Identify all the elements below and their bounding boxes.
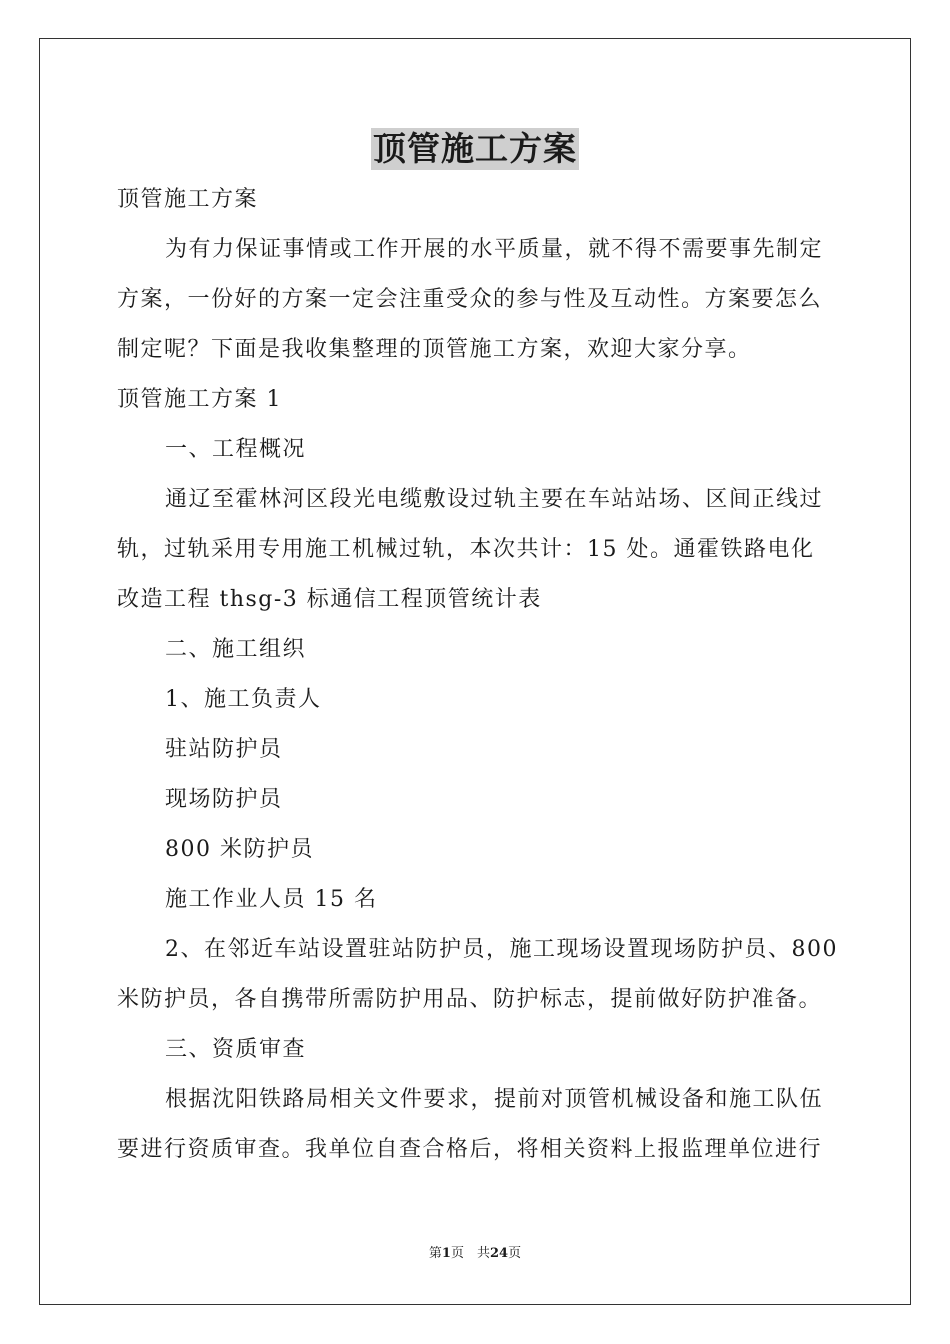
paragraph-line: 要进行资质审查。我单位自查合格后，将相关资料上报监理单位进行 — [117, 1137, 823, 1162]
footer-total-pages: 24 — [489, 1246, 509, 1261]
paragraph-line: 施工作业人员 15 名 — [165, 887, 378, 912]
paragraph-line: 驻站防护员 — [165, 737, 283, 762]
footer-mid: 页 共 — [450, 1246, 490, 1261]
paragraph-line: 800 米防护员 — [165, 837, 314, 862]
paragraph-line: 顶管施工方案 1 — [117, 387, 282, 412]
paragraph-line: 制定呢？下面是我收集整理的顶管施工方案，欢迎大家分享。 — [117, 337, 752, 362]
paragraph-line: 轨，过轨采用专用施工机械过轨，本次共计：15 处。通霍铁路电化 — [117, 537, 815, 562]
document-title: 顶管施工方案 — [373, 129, 577, 168]
footer-suffix: 页 — [508, 1246, 522, 1261]
paragraph-line: 1、施工负责人 — [165, 687, 322, 712]
footer-prefix: 第 — [428, 1246, 442, 1261]
title-container — [0, 128, 950, 170]
paragraph-line: 现场防护员 — [165, 787, 283, 812]
page-footer — [0, 1245, 950, 1263]
paragraph-line: 为有力保证事情或工作开展的水平质量，就不得不需要事先制定 — [165, 237, 824, 262]
footer-page-number: 1 — [441, 1246, 451, 1261]
paragraph-line: 改造工程 thsg-3 标通信工程顶管统计表 — [117, 587, 542, 612]
paragraph-line: 一、工程概况 — [165, 437, 307, 462]
paragraph-line: 方案，一份好的方案一定会注重受众的参与性及互动性。方案要怎么 — [117, 287, 823, 312]
paragraph-line: 2、在邻近车站设置驻站防护员，施工现场设置现场防护员、800 — [165, 937, 838, 962]
paragraph-line: 通辽至霍林河区段光电缆敷设过轨主要在车站站场、区间正线过 — [165, 487, 824, 512]
paragraph-line: 根据沈阳铁路局相关文件要求，提前对顶管机械设备和施工队伍 — [165, 1087, 824, 1112]
document-body — [117, 175, 837, 1175]
paragraph-line: 顶管施工方案 — [117, 187, 259, 212]
paragraph-line: 米防护员，各自携带所需防护用品、防护标志，提前做好防护准备。 — [117, 987, 823, 1012]
paragraph-line: 三、资质审查 — [165, 1037, 307, 1062]
paragraph-line: 二、施工组织 — [165, 637, 307, 662]
